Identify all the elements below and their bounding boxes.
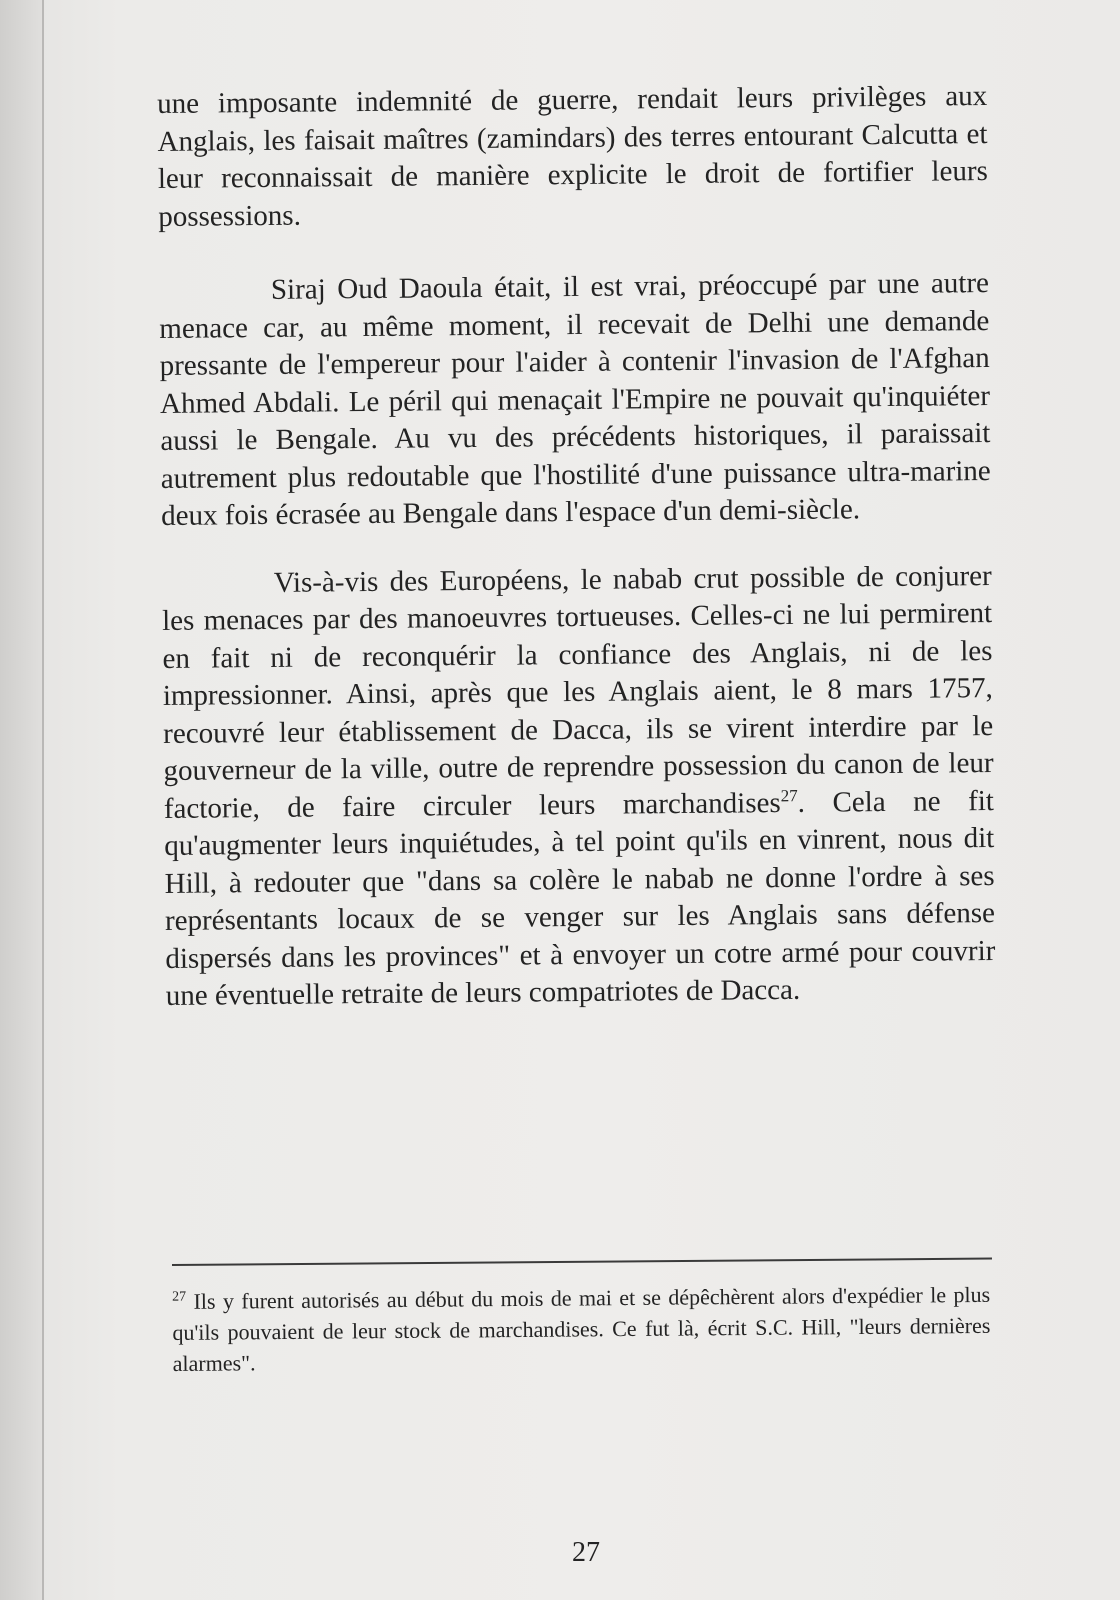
paragraph-2: Siraj Oud Daoula était, il est vrai, préoccupé par une autre menace car, au même moment, il recevait de Delhi une demande pressante de l'empereur pour l'aider à contenir l'invasion de l'Afghan Ahmed Abdali. Le péril qui menaçait l'Empire ne pouvait qu'inquiéter aussi le Bengale. Au vu des précédents historiques, il paraissait autrement plus redoutable que l'hostilité d'une puissance ultra-marine deux fois écrasée au Bengale dans l'espace d'un demi-siècle. bbox=[159, 267, 991, 532]
footnote bbox=[172, 1279, 991, 1379]
page-binding-edge bbox=[42, 0, 44, 1600]
spine-shadow bbox=[0, 0, 42, 1600]
paragraph-3 bbox=[162, 558, 996, 1016]
paragraph-1: une imposante indemnité de guerre, rendait leurs privilèges aux Anglais, les faisait maîtres (zamindars) des terres entourant Calcutta et leur reconnaissait de manière explicite le droit de fortifier leurs possessions. bbox=[157, 80, 989, 233]
footnote-number: 27 bbox=[172, 1289, 187, 1305]
main-text bbox=[157, 78, 996, 1015]
paragraph-3-part-1: Vis-à-vis des Européens, le nabab crut possible de conjurer les menaces par des manoeuvres tortueuses. Celles-ci ne lui permirent en fait ni de reconquérir la confiance des Anglais, ni de les impressionner. Ainsi, après que les Anglais aient, le 8 mars 1757, recouvré leur établissement de Dacca, ils se virent interdire par le gouverneur de la ville, outre de reprendre possession du canon de leur factorie, de faire circuler leurs marchandises bbox=[161, 559, 994, 825]
footnote-separator bbox=[172, 1258, 992, 1266]
footnote-text: Ils y furent autorisés au début du mois de mai et se dépêchèrent alors d'expédier le plus qu'ils pouvaient de leur stock de marchandises. Ce fut là, écrit S.C. Hill, "leurs dernières alarmes". bbox=[172, 1281, 991, 1376]
page-number: 27 bbox=[572, 1537, 600, 1568]
paragraph-3-part-2: . Cela ne fit qu'augmenter leurs inquiétudes, à tel point qu'ils en vinrent, nous dit Hill, à redouter que "dans sa colère le nabab ne donne l'ordre à ses représentants locaux de se venger sur les Anglais sans défense dispersés dans les provinces" et à envoyer un cotre armé pour couvrir une éventuelle retraite de leurs compatriotes de Dacca. bbox=[164, 784, 996, 1012]
footnote-reference: 27 bbox=[780, 785, 798, 805]
